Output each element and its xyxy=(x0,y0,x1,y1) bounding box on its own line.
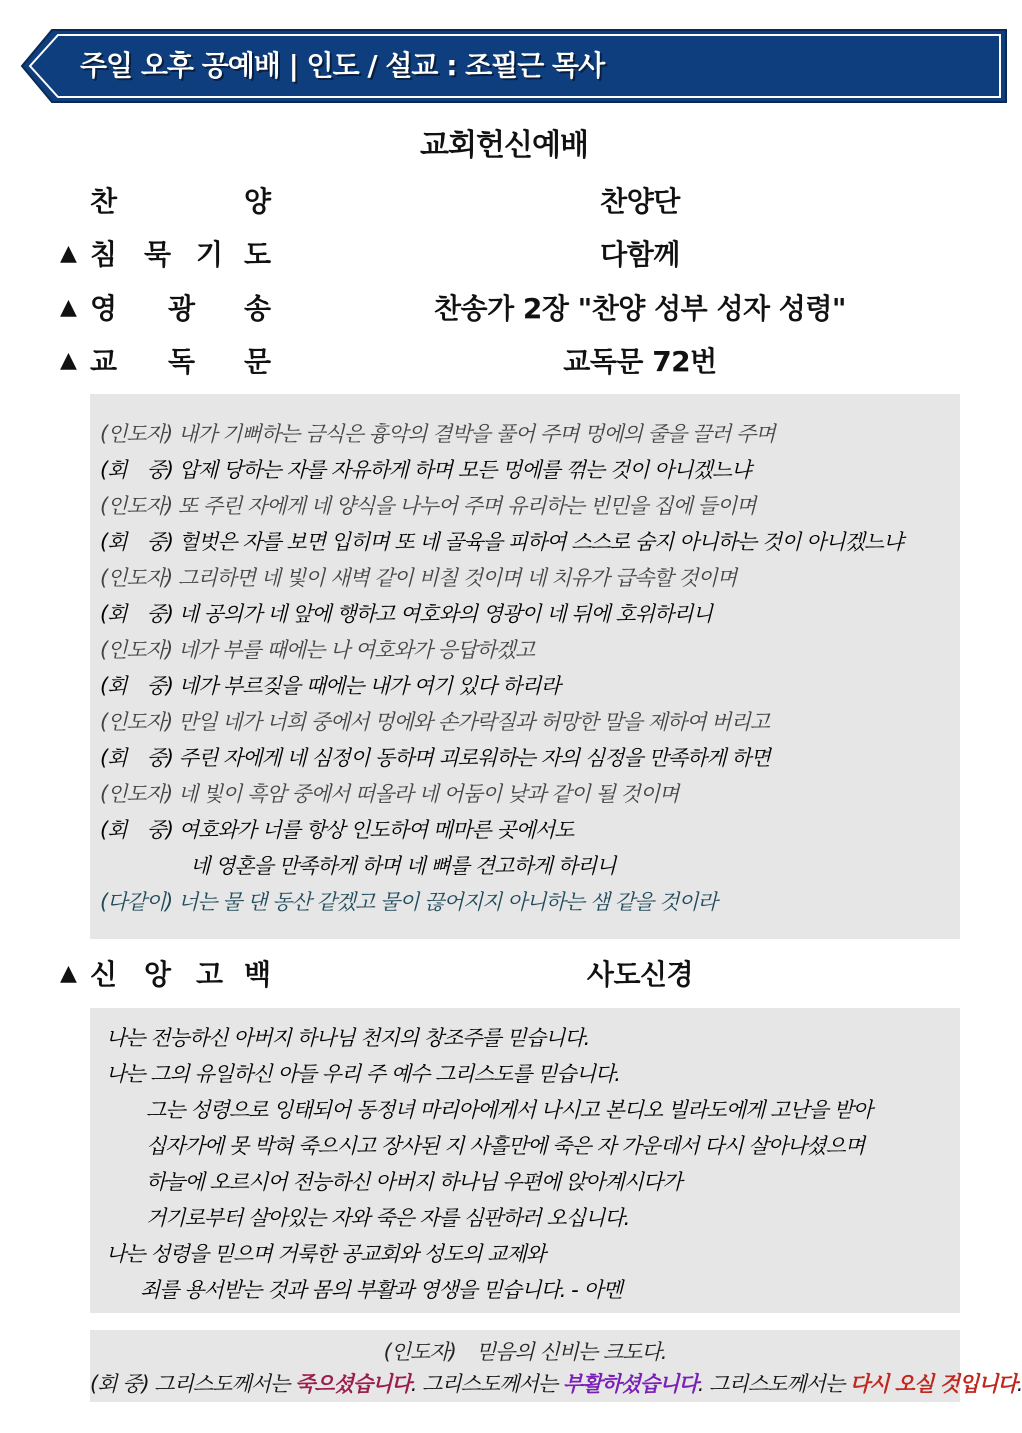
creed-line: 나는 성령을 믿으며 거룩한 공교회와 성도의 교제와 xyxy=(106,1242,546,1266)
creed-line: 거기로부터 살아있는 자와 죽은 자를 심판하러 오십니다. xyxy=(146,1206,630,1230)
creed-line: 하늘에 오르시어 전능하신 아버지 하나님 우편에 앉아계시다가 xyxy=(146,1170,682,1194)
reading-line-congregation: (회 중) 네 공의가 네 앞에 행하고 여호와의 영광이 네 뒤에 호위하리니 xyxy=(100,602,712,626)
order-value: 다함께 xyxy=(600,238,680,271)
reading-line-leader: (인도자) 네 빛이 흑암 중에서 떠올라 네 어둠이 낮과 같이 될 것이며 xyxy=(100,782,679,806)
order-value: 사도신경 xyxy=(586,958,694,991)
reading-line-leader: (인도자) 네가 부를 때에는 나 여호와가 응답하겠고 xyxy=(100,638,535,662)
risen-phrase: 부활하셨습니다 xyxy=(562,1372,698,1396)
creed-line: 그는 성령으로 잉태되어 동정녀 마리아에게서 나시고 본디오 빌라도에게 고난을 받아 xyxy=(146,1098,873,1122)
reading-line-congregation: (회 중) 여호와가 너를 항상 인도하여 메마른 곳에서도 xyxy=(100,818,574,842)
order-row-creed: ▲ 신 앙 고 백 사도신경 xyxy=(0,953,1008,993)
triangle-icon: ▲ xyxy=(60,295,77,320)
order-value: 찬양단 xyxy=(600,185,680,218)
mystery-congregation-line: (회 중) 그리스도께서는 죽으셨습니다. 그리스도께서는 부활하셨습니다. 그리스도께서는 다시 오실 것입니다. xyxy=(90,1372,1022,1396)
reading-line-congregation: (회 중) 주린 자에게 네 심정이 동하며 괴로워하는 자의 심정을 만족하게 하면 xyxy=(100,746,770,770)
service-title: 교회헌신예배 xyxy=(420,128,588,163)
reading-line-all: (다같이) 너는 물 댄 동산 같겠고 물이 끊어지지 아니하는 샘 같을 것이라 xyxy=(100,890,717,914)
triangle-icon: ▲ xyxy=(60,961,77,986)
creed-line: 십자가에 못 박혀 죽으시고 장사된 지 사흘만에 죽은 자 가운데서 다시 살아나셨으며 xyxy=(146,1134,865,1158)
order-value: 교독문 72번 xyxy=(563,345,717,378)
reading-line-leader: (인도자) 또 주린 자에게 네 양식을 나누어 주며 유리하는 빈민을 집에 들이며 xyxy=(100,494,756,518)
mystery-of-faith-box xyxy=(90,1330,1022,1402)
responsive-reading-box xyxy=(90,394,960,939)
reading-line-congregation-cont: 네 영혼을 만족하게 하며 네 뼈를 견고하게 하리니 xyxy=(190,854,616,878)
reading-line-leader: (인도자) 그리하면 네 빛이 새벽 같이 비칠 것이며 네 치유가 급속할 것이며 xyxy=(100,566,737,590)
reading-line-congregation: (회 중) 네가 부르짖을 때에는 내가 여기 있다 하리라 xyxy=(100,674,560,698)
mystery-leader-line: (인도자) 믿음의 신비는 크도다. xyxy=(383,1340,667,1364)
triangle-icon: ▲ xyxy=(60,348,77,373)
creed-line: 나는 전능하신 아버지 하나님 천지의 창조주를 믿습니다. xyxy=(106,1026,590,1050)
order-row-gloria: ▲ 영 광 송 찬송가 2장 "찬양 성부 성자 성령" xyxy=(0,287,1008,327)
reading-line-leader: (인도자) 내가 기뻐하는 금식은 흉악의 결박을 풀어 주며 멍에의 줄을 끌러 주며 xyxy=(100,422,775,446)
order-row-praise: 찬 양 찬양단 xyxy=(0,180,1008,220)
reading-line-congregation: (회 중) 헐벗은 자를 보면 입히며 또 네 골육을 피하여 스스로 숨지 아니하는 것이 아니겠느냐 xyxy=(100,530,903,554)
header-banner xyxy=(22,30,1006,102)
order-row-silent-prayer: ▲ 침 묵 기 도 다함께 xyxy=(0,233,1008,273)
order-value: 찬송가 2장 "찬양 성부 성자 성령" xyxy=(434,292,846,325)
order-row-reading: ▲ 교 독 문 교독문 72번 xyxy=(0,340,1008,380)
creed-line: 죄를 용서받는 것과 몸의 부활과 영생을 믿습니다. - 아멘 xyxy=(140,1278,622,1302)
banner-title: 주일 오후 공예배 | 인도 / 설교 : 조필근 목사 xyxy=(80,49,605,82)
reading-line-leader: (인도자) 만일 네가 너희 중에서 멍에와 손가락질과 허망한 말을 제하여 버리고 xyxy=(100,710,770,734)
reading-line-congregation: (회 중) 압제 당하는 자를 자유하게 하며 모든 멍에를 꺾는 것이 아니겠느냐 xyxy=(100,458,751,482)
come-again-phrase: 다시 오실 것입니다 xyxy=(849,1372,1017,1396)
triangle-icon: ▲ xyxy=(60,241,77,266)
died-phrase: 죽으셨습니다 xyxy=(295,1372,411,1396)
creed-line: 나는 그의 유일하신 아들 우리 주 예수 그리스도를 믿습니다. xyxy=(106,1062,620,1086)
creed-box xyxy=(90,1008,960,1313)
